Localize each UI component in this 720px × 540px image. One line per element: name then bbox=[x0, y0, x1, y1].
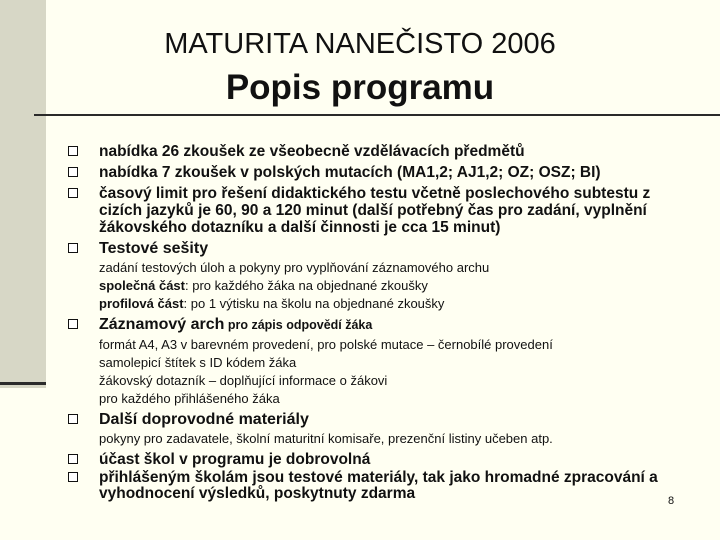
sub-6-line-1: pokyny pro zadavatele, školní maturitní komisaře, prezenční listiny učeben atp. bbox=[99, 431, 553, 446]
page-title: Popis programu bbox=[225, 68, 495, 107]
bullet-1-text: nabídka 26 zkoušek ze všeobecně vzdělávacích předmětů bbox=[99, 143, 525, 160]
title-line-1: MATURITA NANEČISTO 2006 bbox=[164, 28, 556, 60]
bullet-checkbox-icon bbox=[68, 167, 78, 177]
bullet-8-line-1: přihlášeným školám jsou testové materiály, tak jako hromadné zpracování a bbox=[99, 469, 658, 486]
bullet-checkbox-icon bbox=[68, 188, 78, 198]
bullet-8-line-2: vyhodnocení výsledků, poskytnuty zdarma bbox=[99, 485, 416, 502]
bullet-checkbox-icon bbox=[68, 146, 78, 156]
sub-5-line-1: formát A4, A3 v barevném provedení, pro polské mutace – černobílé provedení bbox=[99, 337, 553, 352]
bullet-4-heading: Testové sešity bbox=[99, 240, 209, 257]
bullet-3-line-3: žákovského dotazníku a další činnosti je cca 15 minut) bbox=[99, 219, 501, 236]
sub-4-line-3-rest: : po 1 výtisku na školu na objednané zkoušky bbox=[183, 296, 445, 311]
bullet-5-heading bbox=[99, 316, 372, 334]
bullet-checkbox-icon bbox=[68, 243, 78, 253]
bullet-3-line-1: časový limit pro řešení didaktického testu včetně poslechového subtestu z bbox=[99, 185, 651, 202]
bullet-3-line-2: cizích jazyků je 60, 90 a 120 minut (další potřebný čas pro zadání, vyplnění bbox=[99, 202, 647, 219]
page-number: 8 bbox=[668, 495, 675, 507]
bullet-7-text: účast škol v programu je dobrovolná bbox=[99, 451, 371, 468]
sub-4-line-2-bold: společná část bbox=[99, 278, 185, 293]
sub-5-line-3: žákovský dotazník – doplňující informace o žákovi bbox=[99, 373, 388, 388]
sub-4-line-1: zadání testových úloh a pokyny pro vyplňování záznamového archu bbox=[99, 260, 490, 275]
bullet-5-main: Záznamový arch bbox=[99, 316, 225, 333]
sidebar-divider bbox=[0, 382, 46, 385]
bullet-checkbox-icon bbox=[68, 319, 78, 329]
sub-4-line-2 bbox=[99, 277, 428, 295]
sub-4-line-3-bold: profilová část bbox=[99, 296, 184, 311]
bullet-6-heading: Další doprovodné materiály bbox=[99, 411, 309, 428]
sub-4-line-2-rest: : pro každého žáka na objednané zkoušky bbox=[185, 278, 428, 293]
sub-5-line-4: pro každého přihlášeného žáka bbox=[99, 391, 280, 406]
bullet-checkbox-icon bbox=[68, 472, 78, 482]
title-underline bbox=[34, 114, 720, 116]
bullet-checkbox-icon bbox=[68, 454, 78, 464]
bullet-checkbox-icon bbox=[68, 414, 78, 424]
bullet-2-text: nabídka 7 zkoušek v polských mutacích (MA1,2; AJ1,2; OZ; OSZ; BI) bbox=[99, 164, 601, 181]
sub-4-line-3 bbox=[99, 295, 444, 313]
bullet-5-sub: pro zápis odpovědí žáka bbox=[224, 318, 373, 332]
sub-5-line-2: samolepicí štítek s ID kódem žáka bbox=[99, 355, 297, 370]
